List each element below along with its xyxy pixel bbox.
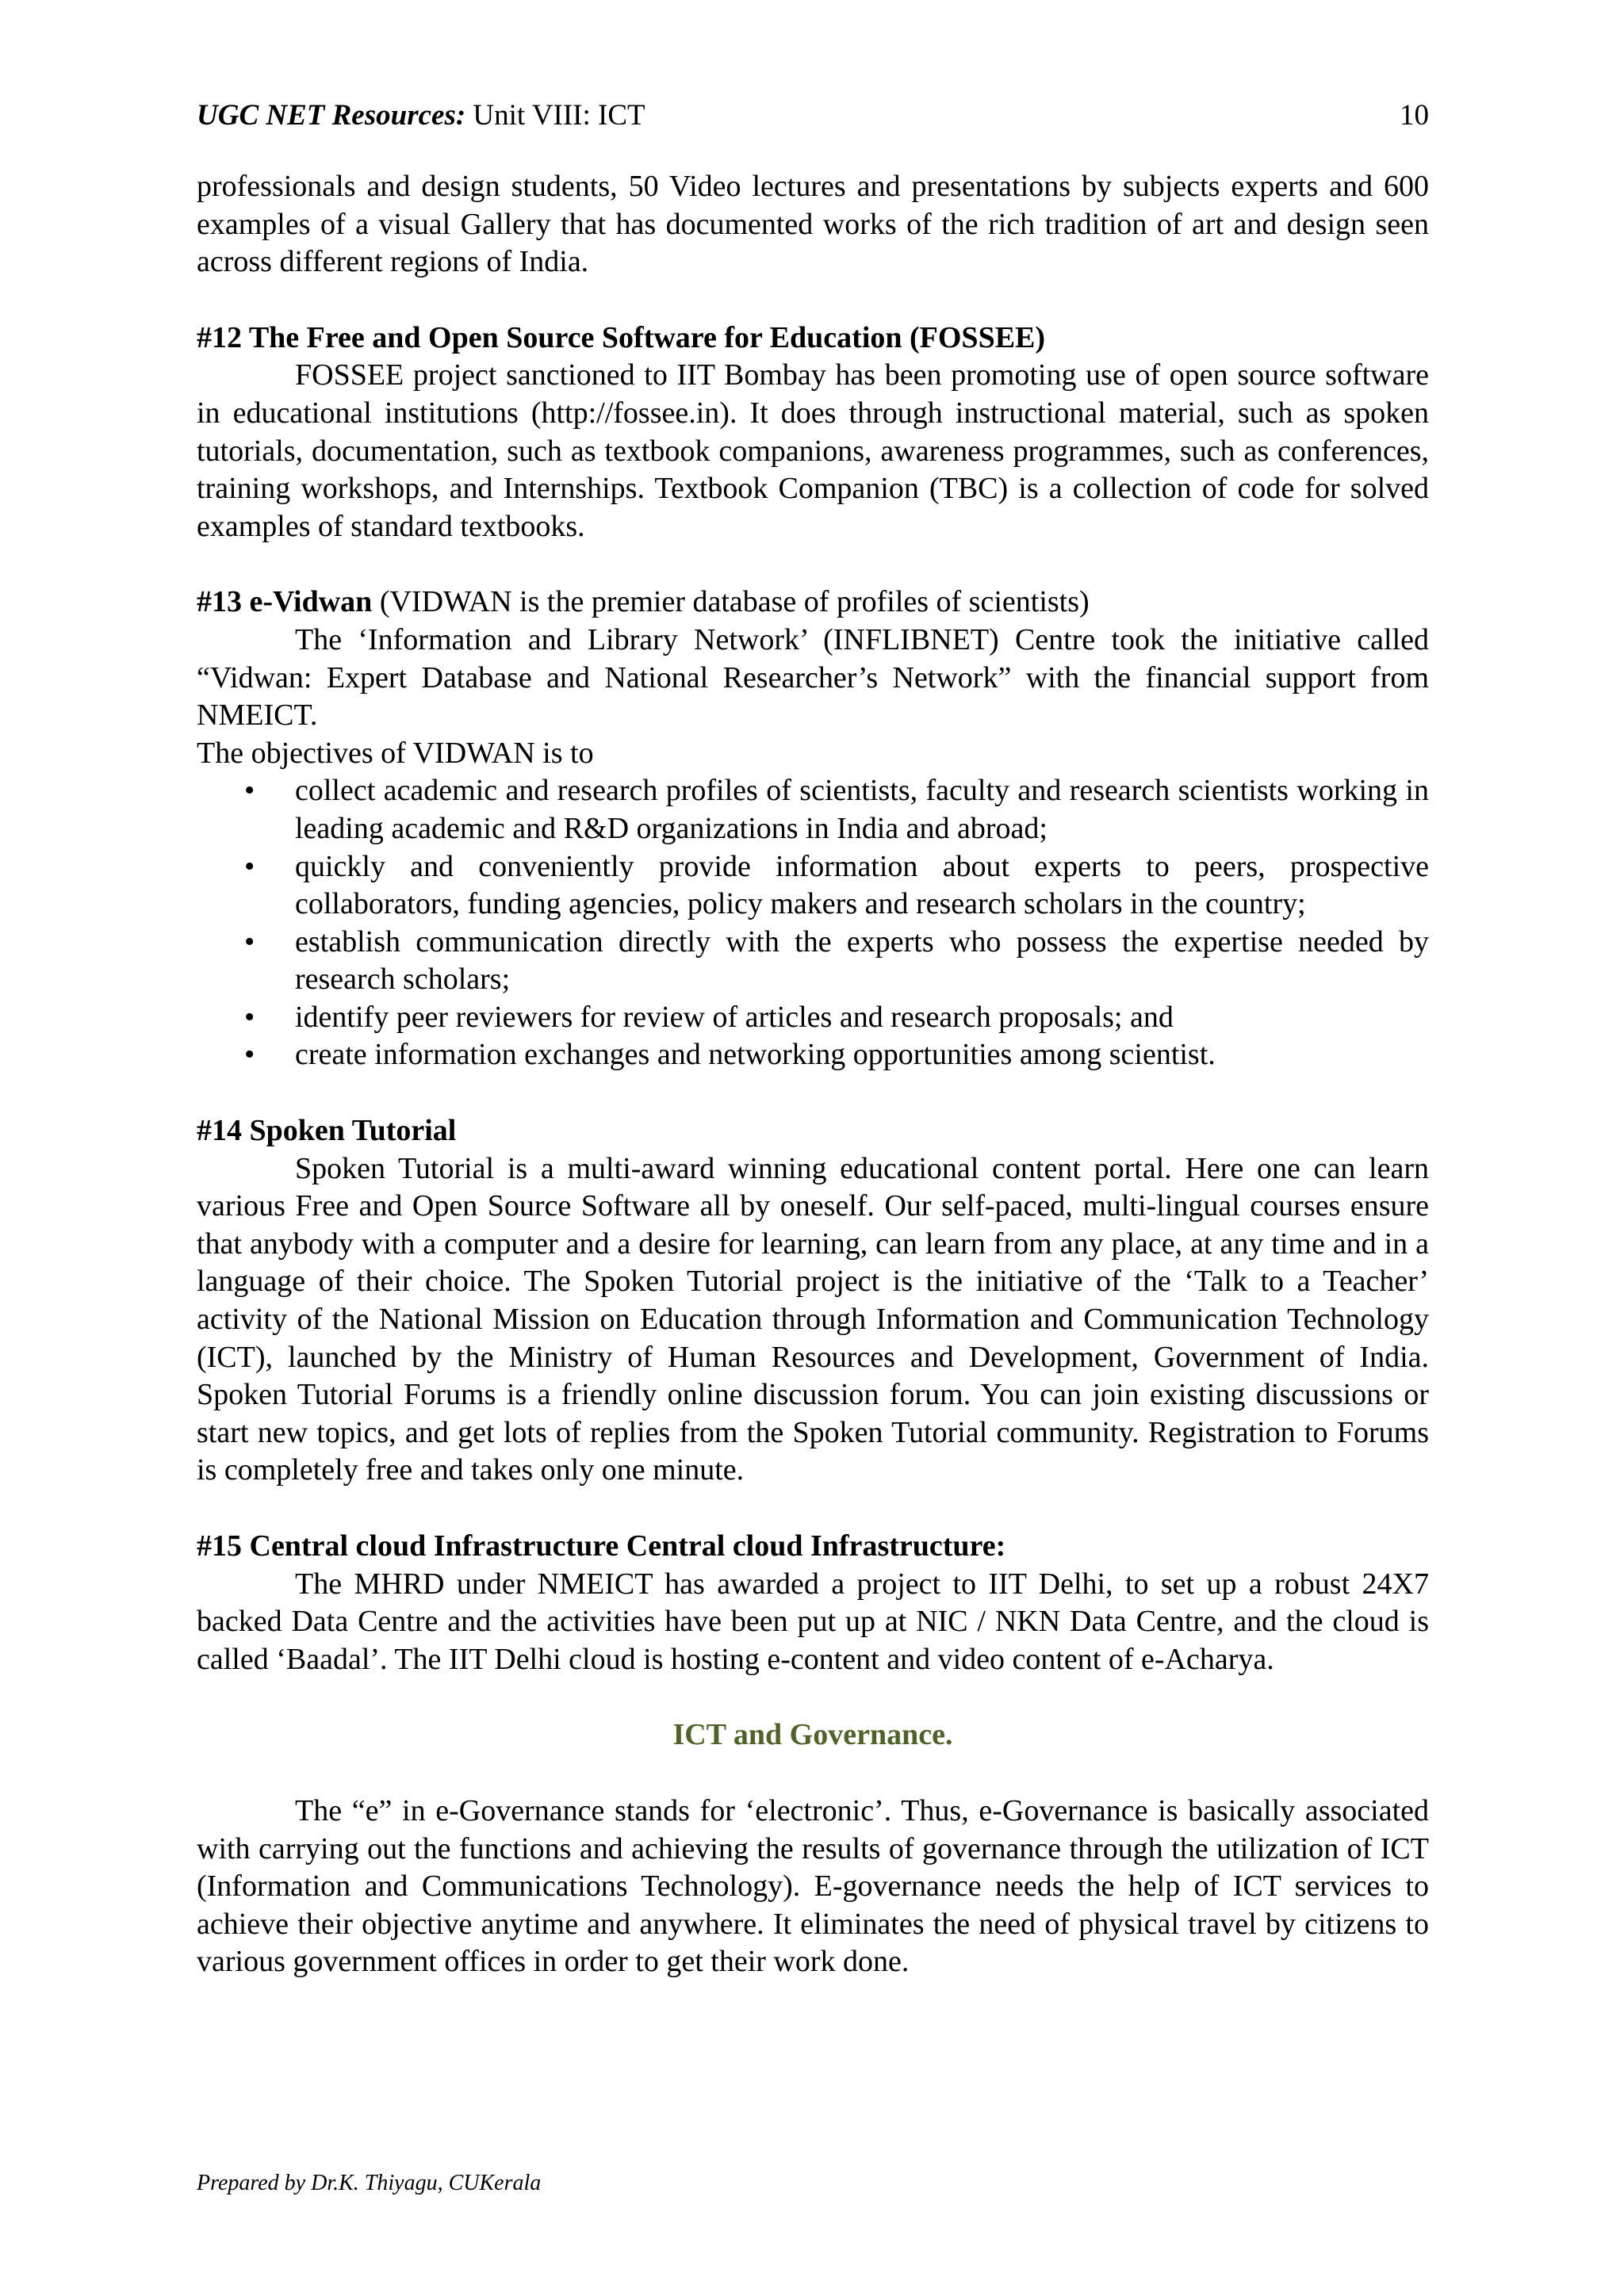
list-item [197,924,1429,999]
bullet-icon: • [244,1038,255,1072]
list-item-text: quickly and conveniently provide information about experts to peers, prospective collaborators, funding agencies, policy makers and research scholars in the country; [295,849,1429,921]
section-14-paragraph: Spoken Tutorial is a multi-award winning educational content portal. Here one can learn various Free and Open Source Software all by oneself. Our self-paced, multi-lingual courses ensure that anybody with a computer and a desire for learning, can learn from any place, at any time and in a language of their choice. The Spoken Tutorial project is the initiative of the ‘Talk to a Teacher’ activity of the National Mission on Education through Information and Communication Technology (ICT), launched by the Ministry of Human Resources and Development, Government of India. Spoken Tutorial Forums is a friendly online discussion forum. You can join existing discussions or start new topics, and get lots of replies from the Spoken Tutorial community. Registration to Forums is completely free and takes only one minute. [197,1151,1429,1487]
page-footer: Prepared by Dr.K. Thiyagu, CUKerala [197,2171,542,2195]
section-13-paragraph: The ‘Information and Library Network’ (INFLIBNET) Centre took the initiative called “Vidwan: Expert Database and National Researcher’s Network” with the financial support from NMEICT. [197,622,1429,733]
list-item-text: create information exchanges and networking opportunities among scientist. [295,1038,1216,1072]
section-gap [197,1074,1429,1112]
list-item [197,772,1429,848]
section-12-heading: #12 The Free and Open Source Software for Education (FOSSEE) [197,320,1046,354]
bullet-icon: • [244,774,255,808]
list-item [197,999,1429,1037]
objectives-intro: The objectives of VIDWAN is to [197,736,594,770]
list-item-text: collect academic and research profiles of scientists, faculty and research scientists working in leading academic and R&D organizations in India and abroad; [295,774,1429,845]
section-14-heading: #14 Spoken Tutorial [197,1114,457,1148]
section-gap [197,545,1429,584]
section-13-heading-bold: #13 e-Vidwan [197,585,373,619]
header-title [197,94,645,138]
page-number: 10 [1400,99,1429,132]
list-item-text: identify peer reviewers for review of articles and research proposals; and [295,1000,1174,1034]
section-gap [197,1490,1429,1528]
section-12-paragraph: FOSSEE project sanctioned to IIT Bombay has been promoting use of open source software in educational institutions (http://fossee.in). It does through instructional material, such as spoken tutorials, documentation, such as textbook companions, awareness programmes, such as conferences, training workshops, and Internships. Textbook Companion (TBC) is a collection of code for solved examples of standard textbooks. [197,358,1429,543]
intro-paragraph: professionals and design students, 50 Video lectures and presentations by subjects experts and 600 examples of a visual Gallery that has documented works of the rich tradition of art and design seen across different regions of India. [197,170,1429,279]
section-gap [197,1755,1429,1793]
section-15-paragraph: The MHRD under NMEICT has awarded a project to IIT Delhi, to set up a robust 24X7 backed Data Centre and the activities have been put up at NIC / NKN Data Centre, and the cloud is called ‘Baadal’. The IIT Delhi cloud is hosting e-content and video content of e-Acharya. [197,1567,1429,1676]
objectives-list [197,772,1429,1074]
section-15-heading: #15 Central cloud Infrastructure Central cloud Infrastructure: [197,1529,1006,1563]
page-body [197,168,1429,1981]
list-item-text: establish communication directly with the experts who possess the expertise needed by research scholars; [295,924,1429,997]
section-13-heading [197,584,1429,622]
header-title-bold: UGC NET Resources: [197,99,466,132]
bullet-icon: • [244,1000,255,1034]
governance-heading: ICT and Governance. [672,1718,953,1752]
section-gap [197,281,1429,320]
section-gap [197,1678,1429,1716]
governance-paragraph: The “e” in e-Governance stands for ‘electronic’. Thus, e-Governance is basically associated with carrying out the functions and achieving the results of governance through the utilization of ICT (Information and Communications Technology). E-governance needs the help of ICT services to achieve their objective anytime and anywhere. It eliminates the need of physical travel by citizens to various government offices in order to get their work done. [197,1793,1429,1979]
list-item [197,848,1429,924]
list-item [197,1036,1429,1074]
bullet-icon: • [244,849,255,883]
page-header [197,94,1429,138]
section-13-heading-note: (VIDWAN is the premier database of profiles of scientists) [372,585,1090,619]
bullet-icon: • [244,924,255,959]
header-title-rest: Unit VIII: ICT [465,99,645,132]
